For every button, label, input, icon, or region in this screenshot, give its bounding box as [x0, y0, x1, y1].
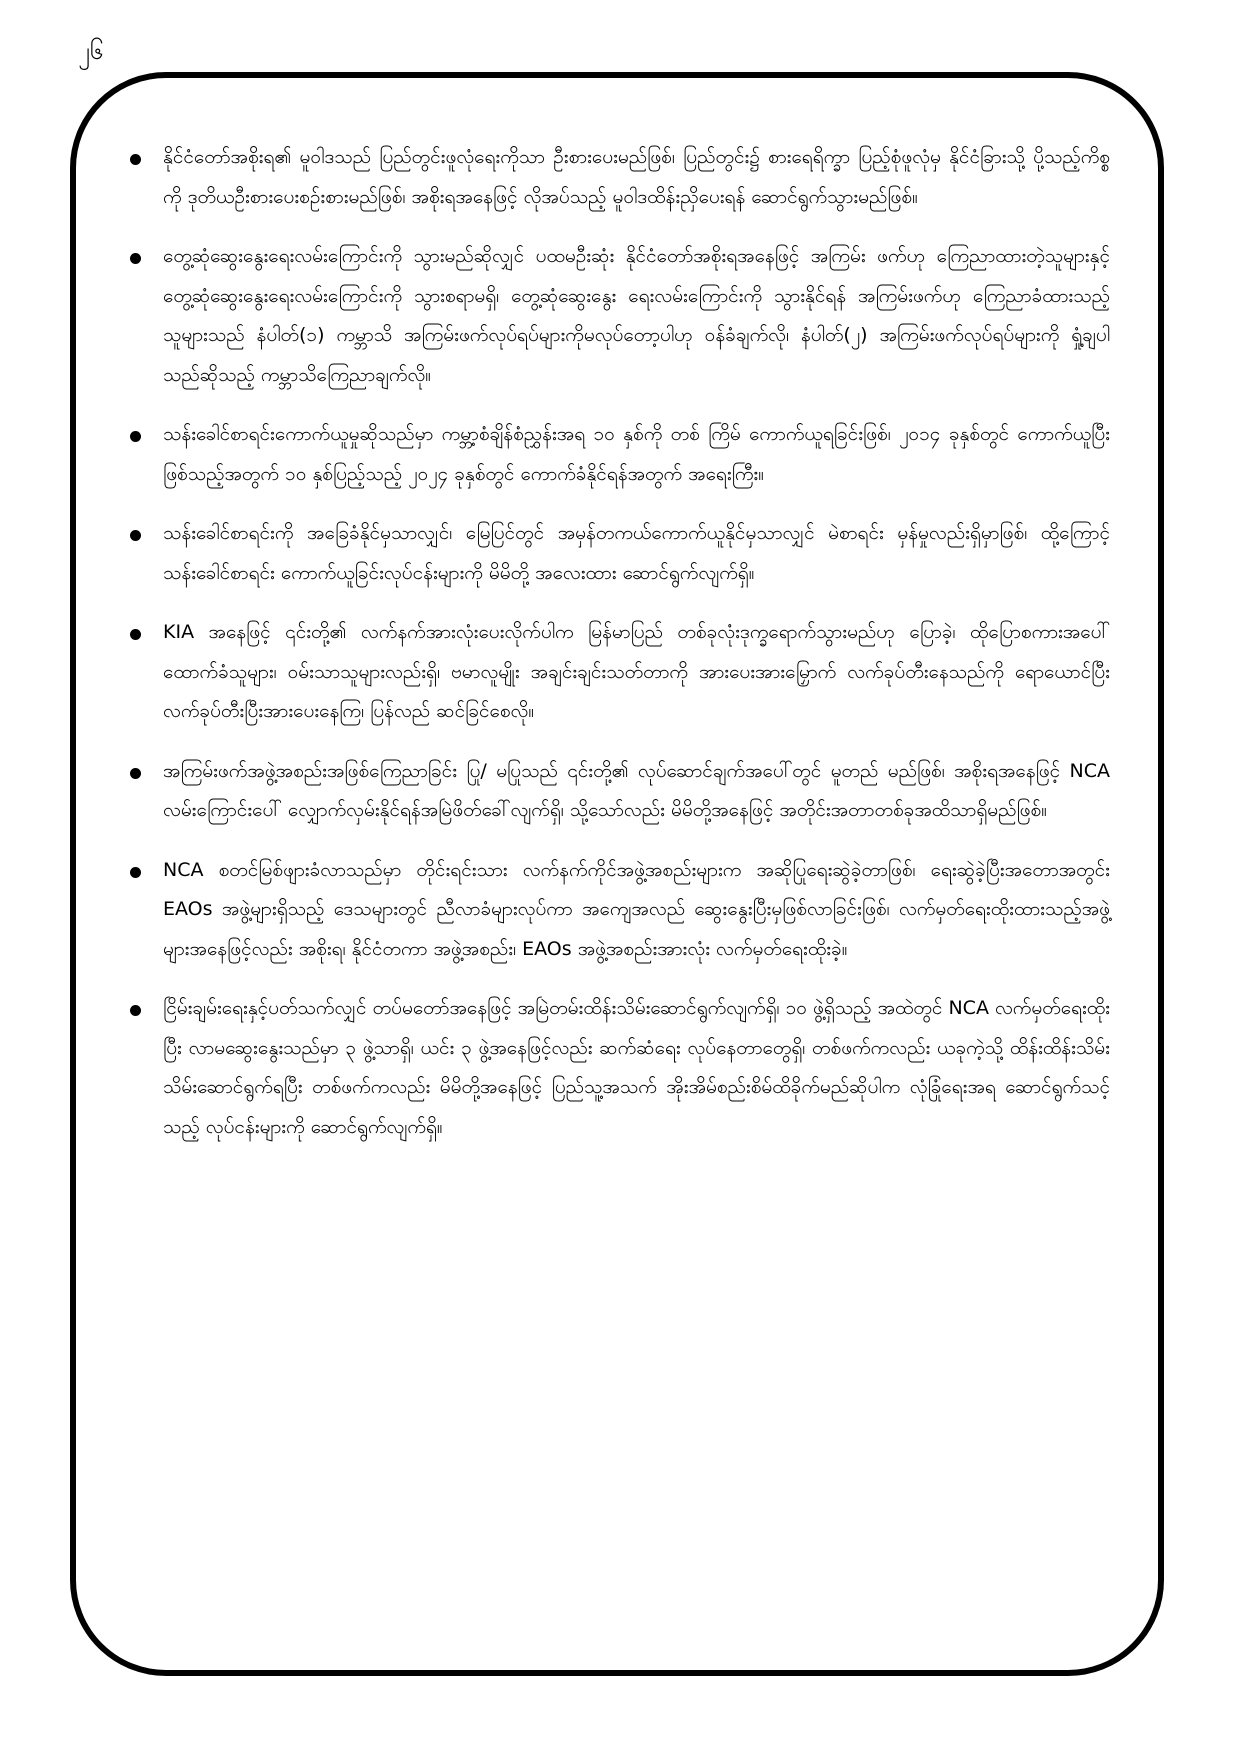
bullet-text: NCA စတင်မြစ်ဖျားခံလာသည်မှာ တိုင်းရင်းသား လက်နက်ကိုင်အဖွဲ့အစည်းများက အဆိုပြုရေးဆွဲခဲ့တာဖြစ်၊ ရေးဆွဲခဲ့ပြီးအတောအတွင်း EAOs အဖွဲ့များရှိသည့် ဒေသများတွင် ညီလာခံများလုပ်ကာ အကျေအလည် ဆွေးနွေးပြီးမှဖြစ်လာခြင်းဖြစ်၊ လက်မှတ်ရေးထိုးထားသည့်အဖွဲ့များအနေဖြင့်လည်း အစိုးရ၊ နိုင်ငံတကာ အဖွဲ့အစည်း၊ EAOs အဖွဲ့အစည်းအားလုံး လက်မှတ်ရေးထိုးခဲ့။: [163, 858, 1110, 960]
bullet-item: [130, 138, 1110, 217]
bullet-item: [130, 851, 1110, 970]
page-number: ၂၆: [78, 37, 104, 65]
bullet-text: အကြမ်းဖက်အဖွဲ့အစည်းအဖြစ်ကြေညာခြင်း ပြု/ မပြုသည် ၎င်းတို့၏ လုပ်ဆောင်ချက်အပေါ်တွင် မူတည် မည်ဖြစ်၊ အစိုးရအနေဖြင့် NCA လမ်းကြောင်းပေါ် လျှောက်လှမ်းနိုင်ရန်အမြဲဖိတ်ခေါ်လျက်ရှိ၊ သို့သော်လည်း မိမိတို့အနေဖြင့် အတိုင်းအတာတစ်ခုအထိသာရှိမည်ဖြစ်။: [163, 759, 1110, 821]
bullet-item: [130, 415, 1110, 494]
bullet-dot-icon: [130, 431, 141, 442]
bullet-text: သန်းခေါင်စာရင်းကို အခြေခံနိုင်မှသာလျှင်၊ မြေပြင်တွင် အမှန်တကယ်ကောက်ယူနိုင်မှသာလျှင် မဲစာရင်း မှန်မှုလည်းရှိမှာဖြစ်၊ ထို့ကြောင့် သန်းခေါင်စာရင်း ကောက်ယူခြင်းလုပ်ငန်းများကို မိမိတို့ အလေးထား ဆောင်ရွက်လျက်ရှိ။: [163, 522, 1110, 584]
bullet-text: နိုင်ငံတော်အစိုးရ၏ မူဝါဒသည် ပြည်တွင်းဖူလုံရေးကိုသာ ဦးစားပေးမည်ဖြစ်၊ ပြည်တွင်း၌ စားရေရိက္ခာ ပြည့်စုံဖူလုံမှ နိုင်ငံခြားသို့ ပို့သည့်ကိစ္စကို ဒုတိယဦးစားပေးစဉ်းစားမည်ဖြစ်၊ အစိုးရအနေဖြင့် လိုအပ်သည့် မူဝါဒထိန်းညှိပေးရန် ဆောင်ရွက်သွားမည်ဖြစ်။: [163, 146, 1110, 208]
bullet-text: သန်းခေါင်စာရင်းကောက်ယူမှုဆိုသည်မှာ ကမ္ဘာ့စံချိန်စံညွှန်းအရ ၁၀ နှစ်ကို တစ် ကြိမ် ကောက်ယူရခြင်းဖြစ်၊ ၂၀၁၄ ခုနှစ်တွင် ကောက်ယူပြီးဖြစ်သည့်အတွက် ၁၀ နှစ်ပြည့်သည့် ၂၀၂၄ ခုနှစ်တွင် ကောက်ခံနိုင်ရန်အတွက် အရေးကြီး။: [163, 423, 1110, 485]
bullet-text: တွေ့ဆုံဆွေးနွေးရေးလမ်းကြောင်းကို သွားမည်ဆိုလျှင် ပထမဦးဆုံး နိုင်ငံတော်အစိုးရအနေဖြင့် အကြမ်း ဖက်ဟု ကြေညာထားတဲ့သူများနှင့် တွေ့ဆုံဆွေးနွေးရေးလမ်းကြောင်းကို သွားစရာမရှိ၊ တွေ့ဆုံဆွေးနွေး ရေးလမ်းကြောင်းကို သွားနိုင်ရန် အကြမ်းဖက်ဟု ကြေညာခံထားသည့်သူများသည် နံပါတ်(၁) ကမ္ဘာသိ အကြမ်းဖက်လုပ်ရပ်များကိုမလုပ်တော့ပါဟု ဝန်ခံချက်လို၊ နံပါတ်(၂) အကြမ်းဖက်လုပ်ရပ်များကို ရှုံ့ချပါ သည်ဆိုသည့် ကမ္ဘာသိကြေညာချက်လို။: [163, 245, 1110, 386]
bullet-dot-icon: [130, 1005, 141, 1016]
bullet-item: [130, 752, 1110, 831]
bullet-item: [130, 237, 1110, 395]
bullet-item: [130, 514, 1110, 593]
bullet-dot-icon: [130, 530, 141, 541]
bullet-dot-icon: [130, 867, 141, 878]
bullet-item: [130, 989, 1110, 1147]
bullet-dot-icon: [130, 253, 141, 264]
bullet-item: [130, 613, 1110, 732]
bullet-list: [130, 138, 1110, 1167]
bullet-dot-icon: [130, 768, 141, 779]
bullet-text: ငြိမ်းချမ်းရေးနှင့်ပတ်သက်လျှင် တပ်မတော်အနေဖြင့် အမြဲတမ်းထိန်းသိမ်းဆောင်ရွက်လျက်ရှိ၊ ၁၀ ဖွဲ့ရှိသည့် အထဲတွင် NCA လက်မှတ်ရေးထိုးပြီး လာမဆွေးနွေးသည်မှာ ၃ ဖွဲ့သာရှိ၊ ယင်း ၃ ဖွဲ့အနေဖြင့်လည်း ဆက်ဆံရေး လုပ်နေတာတွေရှိ၊ တစ်ဖက်ကလည်း ယခုကဲ့သို့ ထိန်းထိန်းသိမ်းသိမ်းဆောင်ရွက်ရပြီး တစ်ဖက်ကလည်း မိမိတို့အနေဖြင့် ပြည်သူ့အသက် အိုးအိမ်စည်းစိမ်ထိခိုက်မည်ဆိုပါက လုံခြုံရေးအရ ဆောင်ရွက်သင့်သည့် လုပ်ငန်းများကို ဆောင်ရွက်လျက်ရှိ။: [163, 997, 1110, 1138]
bullet-text: KIA အနေဖြင့် ၎င်းတို့၏ လက်နက်အားလုံးပေးလိုက်ပါက မြန်မာပြည် တစ်ခုလုံးဒုက္ခရောက်သွားမည်ဟု ပြောခဲ့၊ ထိုပြောစကားအပေါ် ထောက်ခံသူများ၊ ဝမ်းသာသူများလည်းရှိ၊ ဗမာလူမျိုး အချင်းချင်းသတ်တာကို အားပေးအားမြှောက် လက်ခုပ်တီးနေသည်ကို ရောယောင်ပြီး လက်ခုပ်တီးပြီးအားပေးနေကြ၊ ပြန်လည် ဆင်ခြင်စေလို။: [163, 621, 1110, 722]
bullet-dot-icon: [130, 629, 141, 640]
bullet-dot-icon: [130, 154, 141, 165]
